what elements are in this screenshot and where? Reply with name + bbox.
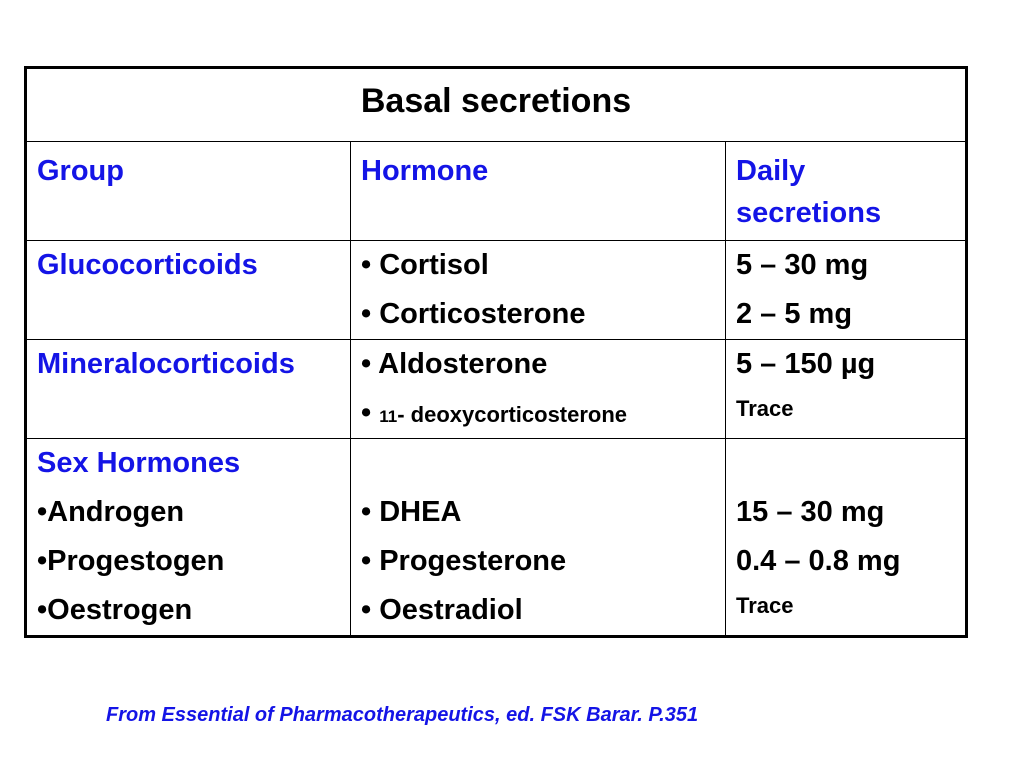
hormone-item: • Aldosterone [361, 348, 548, 380]
table-row [26, 340, 967, 439]
source-citation: From Essential of Pharmacotherapeutics, ed. FSK Barar. P.351 [106, 704, 699, 726]
secretion-value: 5 – 30 mg [736, 249, 869, 281]
secretion-value: 0.4 – 0.8 mg [736, 545, 901, 577]
hormone-spacer [361, 439, 715, 488]
table-row [26, 241, 967, 340]
secretion-spacer [736, 439, 955, 488]
hormone-prefix: 11 [379, 407, 398, 426]
header-group: Group [26, 142, 351, 241]
hormone-item: • Oestradiol [361, 594, 523, 626]
secretion-cell [726, 439, 967, 637]
hormone-bullet: • [361, 397, 380, 429]
hormone-item: • Progesterone [361, 545, 567, 577]
group-label: Mineralocorticoids [37, 348, 295, 380]
hormone-item: • Corticosterone [361, 298, 586, 330]
secretion-value: 2 – 5 mg [736, 298, 853, 330]
group-subitem: •Progestogen [37, 545, 225, 577]
hormone-item: • DHEA [361, 496, 462, 528]
hormone-name: - deoxycorticosterone [397, 402, 628, 427]
hormone-item: • Cortisol [361, 249, 489, 281]
group-label: Sex Hormones [37, 447, 241, 479]
group-subitem: •Androgen [37, 496, 185, 528]
group-cell [26, 340, 351, 439]
secretion-cell [726, 340, 967, 439]
secretion-value: Trace [736, 396, 794, 421]
group-cell [26, 439, 351, 637]
group-cell [26, 241, 351, 340]
secretion-cell [726, 241, 967, 340]
secretion-value: Trace [736, 593, 794, 618]
hormone-cell [351, 340, 726, 439]
group-subitem: •Oestrogen [37, 594, 193, 626]
secretion-value: 15 – 30 mg [736, 496, 885, 528]
table-row [26, 439, 967, 637]
table-header-row [26, 142, 967, 241]
header-hormone: Hormone [351, 142, 726, 241]
table-title: Basal secretions [26, 68, 967, 142]
basal-secretions-table [24, 66, 968, 638]
hormone-cell [351, 241, 726, 340]
hormone-item [361, 389, 715, 438]
table-title-row [26, 68, 967, 142]
secretion-value: 5 – 150 µg [736, 348, 876, 380]
group-label: Glucocorticoids [37, 249, 258, 281]
header-daily-secretions: Daily secretions [726, 142, 967, 241]
hormone-cell [351, 439, 726, 637]
